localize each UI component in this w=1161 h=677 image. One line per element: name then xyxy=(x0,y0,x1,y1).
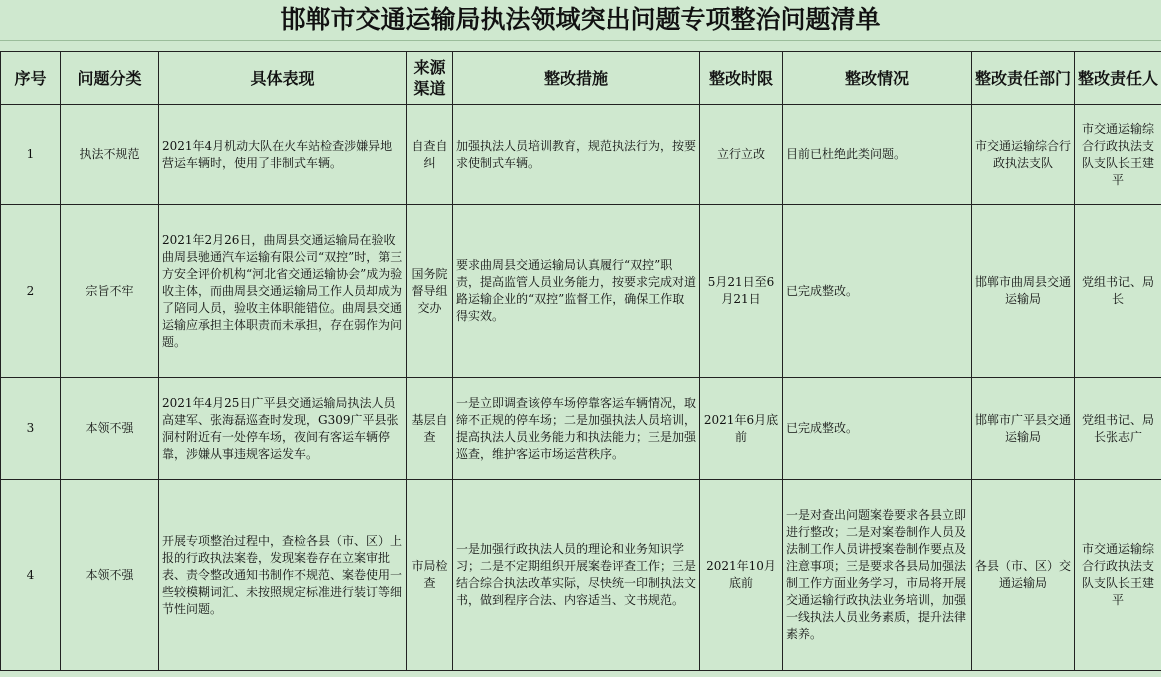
cell-status: 一是对查出问题案卷要求各县立即进行整改；二是对案卷制作人员及法制工作人员讲授案卷制作要点及注意事项；三是要求各县局加强法制工作方面业务学习，市局将开展交通运输行政执法业务培训，加强一线执法人员业务素质，提升法律素养。 xyxy=(783,480,972,671)
cell-source: 市局检查 xyxy=(407,480,453,671)
cell-deadline: 立行立改 xyxy=(700,105,783,205)
cell-source: 自查自纠 xyxy=(407,105,453,205)
page-title: 邯郸市交通运输局执法领域突出问题专项整治问题清单 xyxy=(0,0,1161,41)
cell-detail: 2021年4月机动大队在火车站检查涉嫌异地营运车辆时，使用了非制式车辆。 xyxy=(159,105,407,205)
table-row xyxy=(1,105,1161,205)
cell-source: 国务院督导组交办 xyxy=(407,205,453,378)
cell-measures: 一是加强行政执法人员的理论和业务知识学习；二是不定期组织开展案卷评查工作；三是结合综合执法改革实际，尽快统一印制执法文书，做到程序合法、内容适当、文书规范。 xyxy=(453,480,700,671)
cell-dept: 市交通运输综合行政执法支队 xyxy=(972,105,1075,205)
cell-person: 市交通运输综合行政执法支队支队长王建平 xyxy=(1075,480,1161,671)
header-person: 整改责任人 xyxy=(1075,52,1161,105)
cell-deadline: 2021年6月底前 xyxy=(700,378,783,480)
cell-detail: 开展专项整治过程中，查检各县（市、区）上报的行政执法案卷，发现案卷存在立案审批表、责令整改通知书制作不规范、案卷使用一些较模糊词汇、未按照规定标准进行装订等细节性问题。 xyxy=(159,480,407,671)
table-row xyxy=(1,378,1161,480)
header-source: 来源渠道 xyxy=(407,52,453,105)
cell-seq: 4 xyxy=(1,480,61,671)
cell-detail: 2021年2月26日，曲周县交通运输局在验收曲周县驰通汽车运输有限公司“双控”时，第三方安全评价机构“河北省交通运输协会”成为验收主体，而曲周县交通运输局工作人员却成为了陪同人员，验收主体职能错位。曲周县交通运输应承担主体职责而未承担，存在弱作为问题。 xyxy=(159,205,407,378)
cell-dept: 邯郸市曲周县交通运输局 xyxy=(972,205,1075,378)
cell-dept: 各县（市、区）交通运输局 xyxy=(972,480,1075,671)
cell-category: 宗旨不牢 xyxy=(61,205,159,378)
cell-seq: 2 xyxy=(1,205,61,378)
cell-measures: 要求曲周县交通运输局认真履行“双控”职责，提高监管人员业务能力，按要求完成对道路运输企业的“双控”监督工作，确保工作取得实效。 xyxy=(453,205,700,378)
cell-source: 基层自查 xyxy=(407,378,453,480)
cell-category: 本领不强 xyxy=(61,480,159,671)
cell-person: 党组书记、局长张志广 xyxy=(1075,378,1161,480)
cell-person: 党组书记、局长 xyxy=(1075,205,1161,378)
cell-deadline: 2021年10月底前 xyxy=(700,480,783,671)
cell-measures: 一是立即调查该停车场停靠客运车辆情况，取缔不正规的停车场；二是加强执法人员培训，提高执法人员业务能力和执法能力；三是加强巡查，维护客运市场运营秩序。 xyxy=(453,378,700,480)
cell-measures: 加强执法人员培训教育，规范执法行为，按要求使制式车辆。 xyxy=(453,105,700,205)
cell-status: 已完成整改。 xyxy=(783,378,972,480)
header-deadline: 整改时限 xyxy=(700,52,783,105)
cell-category: 执法不规范 xyxy=(61,105,159,205)
table-row xyxy=(1,205,1161,378)
cell-deadline: 5月21日至6月21日 xyxy=(700,205,783,378)
cell-seq: 3 xyxy=(1,378,61,480)
cell-seq: 1 xyxy=(1,105,61,205)
header-category: 问题分类 xyxy=(61,52,159,105)
cell-dept: 邯郸市广平县交通运输局 xyxy=(972,378,1075,480)
cell-person: 市交通运输综合行政执法支队支队长王建平 xyxy=(1075,105,1161,205)
issue-table xyxy=(0,51,1161,671)
cell-status: 已完成整改。 xyxy=(783,205,972,378)
header-detail: 具体表现 xyxy=(159,52,407,105)
header-status: 整改情况 xyxy=(783,52,972,105)
table-row xyxy=(1,480,1161,671)
table-header-row xyxy=(1,52,1161,105)
cell-status: 目前已杜绝此类问题。 xyxy=(783,105,972,205)
header-measures: 整改措施 xyxy=(453,52,700,105)
header-seq: 序号 xyxy=(1,52,61,105)
cell-category: 本领不强 xyxy=(61,378,159,480)
header-dept: 整改责任部门 xyxy=(972,52,1075,105)
cell-detail: 2021年4月25日广平县交通运输局执法人员高建军、张海磊巡查时发现，G309广平县张洞村附近有一处停车场，夜间有客运车辆停靠，涉嫌从事违规客运发车。 xyxy=(159,378,407,480)
